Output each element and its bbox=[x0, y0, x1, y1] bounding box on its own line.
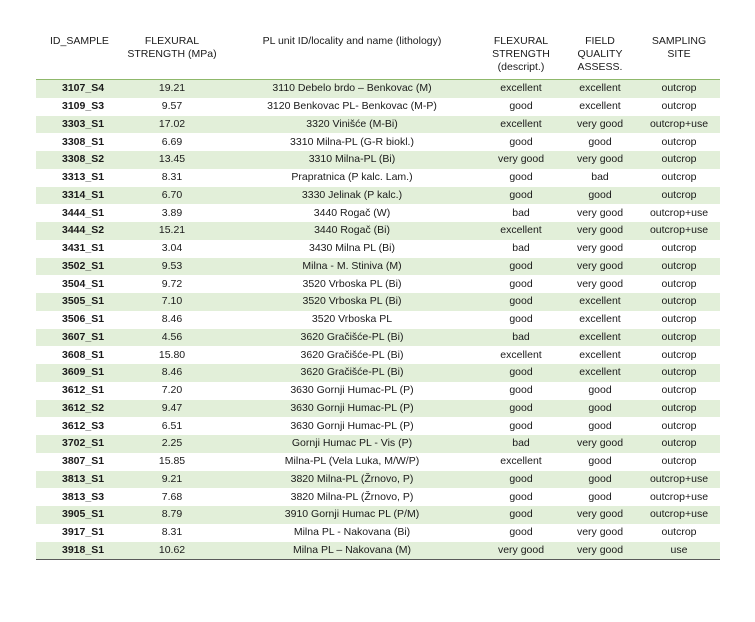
cell-strength-descript: very good bbox=[480, 542, 562, 560]
table-row bbox=[36, 116, 720, 134]
cell-sampling-site: outcrop bbox=[638, 151, 720, 169]
table-row bbox=[36, 542, 720, 560]
table-row bbox=[36, 488, 720, 506]
cell-pl-unit: Gornji Humac PL - Vis (P) bbox=[224, 435, 480, 453]
cell-field-quality: excellent bbox=[562, 293, 638, 311]
cell-id-sample: 3314_S1 bbox=[36, 187, 120, 205]
cell-sampling-site: outcrop bbox=[661, 348, 697, 361]
cell-field-quality: good bbox=[588, 419, 612, 432]
table-row bbox=[36, 275, 720, 293]
cell-pl-unit: 3440 Rogač (Bi) bbox=[224, 222, 480, 240]
cell-id-sample: 3807_S1 bbox=[62, 455, 105, 468]
cell-flexural-strength: 8.46 bbox=[161, 313, 183, 326]
cell-strength-descript: good bbox=[480, 364, 562, 382]
cell-id-sample: 3813_S3 bbox=[62, 490, 105, 503]
cell-strength-descript: excellent bbox=[480, 222, 562, 240]
cell-flexural-strength: 9.53 bbox=[120, 258, 224, 276]
cell-sampling-site: outcrop bbox=[661, 526, 697, 539]
cell-sampling-site: outcrop bbox=[638, 80, 720, 98]
cell-flexural-strength: 13.45 bbox=[120, 151, 224, 169]
cell-flexural-strength: 15.85 bbox=[158, 455, 186, 468]
cell-id-sample: 3303_S1 bbox=[36, 116, 120, 134]
cell-field-quality: very good bbox=[576, 277, 624, 290]
cell-flexural-strength: 3.89 bbox=[161, 206, 183, 219]
cell-id-sample: 3612_S2 bbox=[36, 400, 120, 418]
cell-id-sample: 3813_S1 bbox=[36, 471, 120, 489]
cell-field-quality: very good bbox=[576, 242, 624, 255]
table-row bbox=[36, 240, 720, 258]
cell-sampling-site: outcrop bbox=[661, 100, 697, 113]
cell-id-sample: 3609_S1 bbox=[36, 364, 120, 382]
header-sampling-site: SAMPLING SITE bbox=[638, 32, 720, 80]
cell-field-quality: bad bbox=[591, 171, 609, 184]
cell-id-sample: 3612_S3 bbox=[62, 419, 105, 432]
cell-strength-descript: excellent bbox=[480, 116, 562, 134]
cell-flexural-strength: 17.02 bbox=[120, 116, 224, 134]
cell-strength-descript: good bbox=[509, 100, 533, 113]
header-pl-unit: PL unit ID/locality and name (lithology) bbox=[224, 32, 480, 80]
cell-sampling-site: outcrop bbox=[661, 419, 697, 432]
cell-pl-unit: 3620 Gračišće-PL (Bi) bbox=[224, 329, 480, 347]
cell-id-sample: 3608_S1 bbox=[62, 348, 105, 361]
header-flexural-strength: FLEXURAL STRENGTH (MPa) bbox=[120, 32, 224, 80]
cell-flexural-strength: 3.04 bbox=[161, 242, 183, 255]
cell-strength-descript: good bbox=[509, 313, 533, 326]
cell-strength-descript: bad bbox=[480, 435, 562, 453]
cell-field-quality: very good bbox=[562, 435, 638, 453]
cell-flexural-strength: 7.10 bbox=[120, 293, 224, 311]
cell-field-quality: good bbox=[588, 135, 612, 148]
cell-field-quality: very good bbox=[562, 258, 638, 276]
cell-flexural-strength: 6.70 bbox=[120, 187, 224, 205]
cell-pl-unit: 3320 Vinišće (M-Bi) bbox=[224, 116, 480, 134]
cell-id-sample: 3505_S1 bbox=[36, 293, 120, 311]
cell-strength-descript: good bbox=[509, 526, 533, 539]
cell-pl-unit: 3330 Jelinak (P kalc.) bbox=[224, 187, 480, 205]
cell-id-sample: 3109_S3 bbox=[62, 100, 105, 113]
table-row bbox=[36, 258, 720, 276]
cell-field-quality: very good bbox=[562, 506, 638, 524]
cell-id-sample: 3444_S1 bbox=[62, 206, 105, 219]
cell-field-quality: excellent bbox=[579, 100, 621, 113]
cell-id-sample: 3506_S1 bbox=[62, 313, 105, 326]
cell-id-sample: 3607_S1 bbox=[36, 329, 120, 347]
cell-field-quality: good bbox=[562, 187, 638, 205]
cell-id-sample: 3612_S1 bbox=[62, 384, 105, 397]
header-id-sample: ID_SAMPLE bbox=[36, 32, 120, 80]
cell-sampling-site: outcrop bbox=[661, 171, 697, 184]
table-row bbox=[36, 222, 720, 240]
cell-pl-unit: Milna PL - Nakovana (Bi) bbox=[293, 526, 411, 539]
cell-flexural-strength: 7.20 bbox=[161, 384, 183, 397]
cell-field-quality: good bbox=[588, 384, 612, 397]
table-row bbox=[36, 453, 720, 471]
cell-pl-unit: 3520 Vrboska PL (Bi) bbox=[302, 277, 402, 290]
cell-strength-descript: good bbox=[480, 258, 562, 276]
cell-pl-unit: 3620 Gračišće-PL (Bi) bbox=[224, 364, 480, 382]
cell-sampling-site: outcrop+use bbox=[638, 471, 720, 489]
cell-sampling-site: outcrop bbox=[638, 329, 720, 347]
table-row bbox=[36, 364, 720, 382]
table-row bbox=[36, 506, 720, 524]
cell-id-sample: 3107_S4 bbox=[36, 80, 120, 98]
samples-table bbox=[36, 32, 720, 560]
cell-pl-unit: 3630 Gornji Humac-PL (P) bbox=[224, 400, 480, 418]
cell-strength-descript: excellent bbox=[500, 348, 542, 361]
header-field-quality: FIELD QUALITY ASSESS. bbox=[562, 32, 638, 80]
cell-strength-descript: excellent bbox=[480, 80, 562, 98]
cell-flexural-strength: 15.80 bbox=[158, 348, 186, 361]
cell-field-quality: excellent bbox=[579, 313, 621, 326]
cell-pl-unit: 3120 Benkovac PL- Benkovac (M-P) bbox=[267, 100, 437, 113]
cell-flexural-strength: 19.21 bbox=[120, 80, 224, 98]
table-row bbox=[36, 187, 720, 205]
cell-field-quality: good bbox=[562, 471, 638, 489]
cell-sampling-site: outcrop+use bbox=[638, 506, 720, 524]
cell-pl-unit: 3310 Milna-PL (Bi) bbox=[224, 151, 480, 169]
cell-pl-unit: Milna - M. Stiniva (M) bbox=[224, 258, 480, 276]
cell-field-quality: excellent bbox=[562, 364, 638, 382]
cell-flexural-strength: 4.56 bbox=[120, 329, 224, 347]
cell-strength-descript: good bbox=[509, 171, 533, 184]
cell-sampling-site: outcrop+use bbox=[638, 116, 720, 134]
cell-flexural-strength: 10.62 bbox=[120, 542, 224, 560]
cell-pl-unit: 3910 Gornji Humac PL (P/M) bbox=[224, 506, 480, 524]
cell-sampling-site: outcrop+use bbox=[638, 222, 720, 240]
cell-id-sample: 3313_S1 bbox=[62, 171, 105, 184]
cell-flexural-strength: 9.72 bbox=[161, 277, 183, 290]
cell-flexural-strength: 9.47 bbox=[120, 400, 224, 418]
table-row bbox=[36, 169, 720, 187]
cell-flexural-strength: 8.31 bbox=[161, 526, 183, 539]
cell-field-quality: good bbox=[588, 490, 612, 503]
cell-flexural-strength: 8.31 bbox=[161, 171, 183, 184]
cell-flexural-strength: 6.51 bbox=[161, 419, 183, 432]
table-row bbox=[36, 329, 720, 347]
cell-strength-descript: excellent bbox=[500, 455, 542, 468]
cell-pl-unit: 3820 Milna-PL (Žrnovo, P) bbox=[224, 471, 480, 489]
table-row bbox=[36, 524, 720, 542]
table-row bbox=[36, 204, 720, 222]
header-strength-descript: FLEXURAL STRENGTH (descript.) bbox=[480, 32, 562, 80]
cell-id-sample: 3444_S2 bbox=[36, 222, 120, 240]
cell-pl-unit: 3440 Rogač (W) bbox=[313, 206, 391, 219]
cell-sampling-site: outcrop bbox=[638, 435, 720, 453]
cell-field-quality: excellent bbox=[562, 80, 638, 98]
cell-id-sample: 3431_S1 bbox=[62, 242, 105, 255]
table-row bbox=[36, 311, 720, 329]
cell-strength-descript: good bbox=[509, 490, 533, 503]
cell-flexural-strength: 2.25 bbox=[120, 435, 224, 453]
cell-sampling-site: use bbox=[638, 542, 720, 560]
cell-strength-descript: good bbox=[480, 506, 562, 524]
cell-id-sample: 3918_S1 bbox=[36, 542, 120, 560]
cell-sampling-site: outcrop bbox=[638, 400, 720, 418]
cell-flexural-strength: 6.69 bbox=[161, 135, 183, 148]
cell-id-sample: 3905_S1 bbox=[36, 506, 120, 524]
cell-sampling-site: outcrop bbox=[661, 277, 697, 290]
cell-field-quality: very good bbox=[562, 542, 638, 560]
cell-field-quality: excellent bbox=[579, 348, 621, 361]
cell-strength-descript: good bbox=[509, 419, 533, 432]
cell-pl-unit: 3110 Debelo brdo – Benkovac (M) bbox=[224, 80, 480, 98]
table-row bbox=[36, 80, 720, 98]
cell-strength-descript: good bbox=[509, 277, 533, 290]
table-row bbox=[36, 382, 720, 400]
cell-flexural-strength: 8.46 bbox=[120, 364, 224, 382]
cell-id-sample: 3917_S1 bbox=[62, 526, 105, 539]
cell-strength-descript: good bbox=[480, 187, 562, 205]
cell-sampling-site: outcrop+use bbox=[649, 490, 709, 503]
cell-sampling-site: outcrop bbox=[661, 313, 697, 326]
cell-pl-unit: 3310 Milna-PL (G-R biokl.) bbox=[290, 135, 414, 148]
cell-sampling-site: outcrop bbox=[661, 242, 697, 255]
cell-strength-descript: good bbox=[480, 293, 562, 311]
cell-id-sample: 3502_S1 bbox=[36, 258, 120, 276]
table-row bbox=[36, 417, 720, 435]
cell-sampling-site: outcrop bbox=[661, 455, 697, 468]
cell-pl-unit: 3520 Vrboska PL bbox=[311, 313, 393, 326]
table-row bbox=[36, 471, 720, 489]
cell-strength-descript: bad bbox=[480, 329, 562, 347]
cell-field-quality: very good bbox=[562, 222, 638, 240]
cell-pl-unit: 3630 Gornji Humac-PL (P) bbox=[290, 419, 414, 432]
table-row bbox=[36, 400, 720, 418]
table-row bbox=[36, 293, 720, 311]
cell-pl-unit: 3820 Milna-PL (Žrnovo, P) bbox=[290, 490, 414, 503]
cell-strength-descript: bad bbox=[512, 242, 530, 255]
cell-pl-unit: 3520 Vrboska PL (Bi) bbox=[224, 293, 480, 311]
cell-id-sample: 3702_S1 bbox=[36, 435, 120, 453]
table-row bbox=[36, 98, 720, 116]
cell-sampling-site: outcrop bbox=[661, 384, 697, 397]
cell-field-quality: very good bbox=[576, 526, 624, 539]
cell-field-quality: very good bbox=[562, 151, 638, 169]
cell-sampling-site: outcrop bbox=[638, 187, 720, 205]
cell-id-sample: 3308_S1 bbox=[62, 135, 105, 148]
cell-strength-descript: good bbox=[509, 384, 533, 397]
table-row bbox=[36, 133, 720, 151]
cell-id-sample: 3504_S1 bbox=[62, 277, 105, 290]
cell-flexural-strength: 8.79 bbox=[120, 506, 224, 524]
cell-pl-unit: Milna PL – Nakovana (M) bbox=[224, 542, 480, 560]
cell-flexural-strength: 9.57 bbox=[161, 100, 183, 113]
cell-pl-unit: 3430 Milna PL (Bi) bbox=[309, 242, 395, 255]
cell-field-quality: very good bbox=[562, 116, 638, 134]
table-row bbox=[36, 435, 720, 453]
cell-flexural-strength: 9.21 bbox=[120, 471, 224, 489]
cell-flexural-strength: 15.21 bbox=[120, 222, 224, 240]
cell-pl-unit: 3630 Gornji Humac-PL (P) bbox=[290, 384, 414, 397]
cell-field-quality: very good bbox=[576, 206, 624, 219]
cell-pl-unit: 3620 Gračišće-PL (Bi) bbox=[300, 348, 404, 361]
header-row bbox=[36, 32, 720, 80]
cell-strength-descript: good bbox=[480, 471, 562, 489]
cell-field-quality: good bbox=[588, 455, 612, 468]
cell-sampling-site: outcrop+use bbox=[649, 206, 709, 219]
cell-sampling-site: outcrop bbox=[638, 364, 720, 382]
table-row bbox=[36, 151, 720, 169]
cell-pl-unit: Milna-PL (Vela Luka, M/W/P) bbox=[284, 455, 420, 468]
cell-sampling-site: outcrop bbox=[638, 258, 720, 276]
cell-flexural-strength: 7.68 bbox=[161, 490, 183, 503]
cell-strength-descript: very good bbox=[480, 151, 562, 169]
cell-strength-descript: good bbox=[509, 135, 533, 148]
table-row bbox=[36, 346, 720, 364]
table-body bbox=[36, 80, 720, 560]
cell-strength-descript: good bbox=[480, 400, 562, 418]
cell-field-quality: good bbox=[562, 400, 638, 418]
cell-sampling-site: outcrop bbox=[638, 293, 720, 311]
cell-pl-unit: Prapratnica (P kalc. Lam.) bbox=[291, 171, 413, 184]
cell-field-quality: excellent bbox=[562, 329, 638, 347]
cell-strength-descript: bad bbox=[512, 206, 530, 219]
cell-sampling-site: outcrop bbox=[661, 135, 697, 148]
cell-id-sample: 3308_S2 bbox=[36, 151, 120, 169]
